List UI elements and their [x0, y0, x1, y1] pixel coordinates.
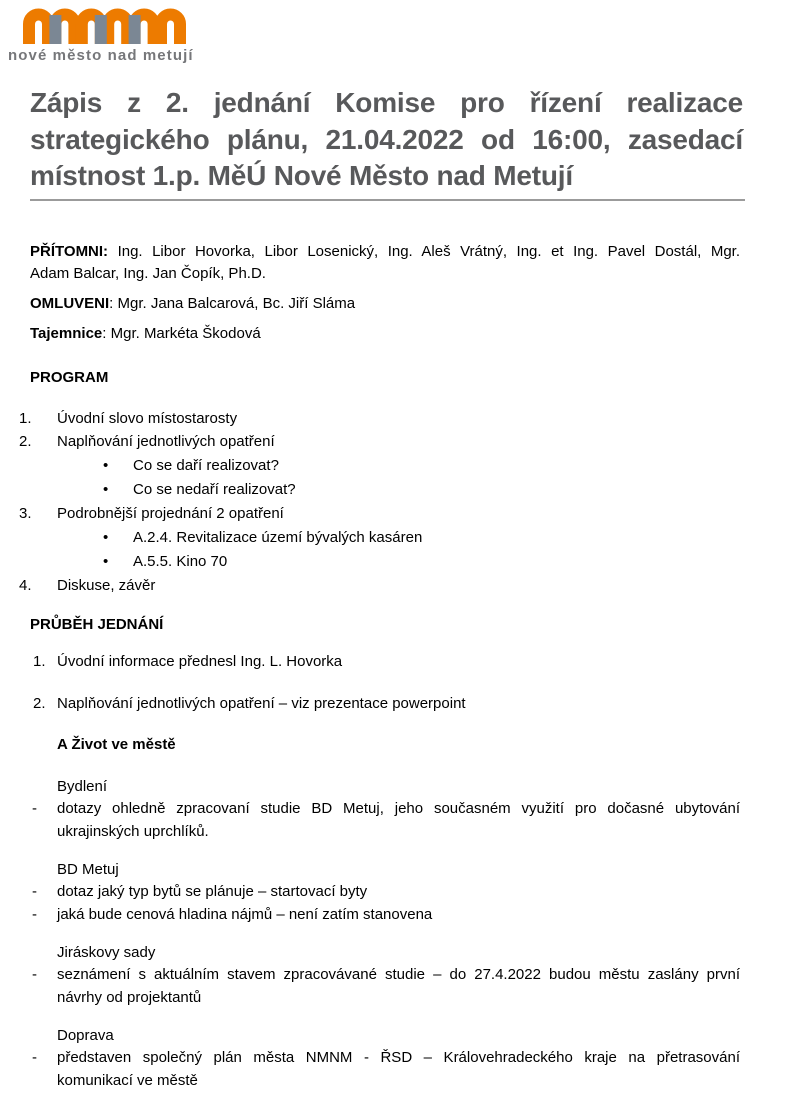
item-text: Podrobnější projednání 2 opatření: [57, 504, 284, 522]
item-text: jaká bude cenová hladina nájmů – není zatím stanovena: [57, 905, 433, 923]
topic-title: BD Metuj: [57, 860, 119, 878]
list-item: [0, 454, 800, 477]
item-text: [57, 964, 740, 1009]
bullet-icon: •: [103, 480, 109, 498]
item-text: Naplňování jednotlivých opatření: [57, 432, 275, 450]
list-item: [0, 964, 740, 1009]
omluveni-names: : Mgr. Jana Balcarová, Bc. Jiří Sláma: [109, 294, 356, 312]
list-item: [0, 478, 800, 501]
topic-block: [0, 776, 800, 844]
page-title-line: místnost 1.p. MěÚ Nové Město nad Metují: [30, 160, 573, 191]
program-heading: PROGRAM: [30, 368, 109, 386]
item-text: Úvodní informace přednesl Ing. L. Hovorka: [57, 652, 343, 670]
list-item: [0, 407, 800, 430]
topic-block: [0, 859, 800, 927]
item-text: [57, 798, 740, 843]
item-text-line: návrhy od projektantů: [57, 988, 202, 1006]
dash-marker: -: [32, 883, 37, 900]
list-item: [0, 526, 800, 549]
pritomni-paragraph: [30, 241, 740, 286]
item-text: Diskuse, závěr: [57, 576, 156, 594]
item-text-line: seznámení s aktuálním stavem zpracovávané studie – do 27.4.2022 budou městu zaslány první: [57, 966, 740, 983]
item-text: Co se daří realizovat?: [133, 456, 279, 474]
item-text: Co se nedaří realizovat?: [133, 480, 296, 498]
prubeh-heading: PRŮBĚH JEDNÁNÍ: [30, 615, 164, 633]
item-text-line: komunikací ve městě: [57, 1071, 198, 1089]
item-text-line: ukrajinských uprchlíků.: [57, 822, 209, 840]
section-heading: A Život ve městě: [57, 735, 176, 753]
logo-block: [8, 0, 800, 64]
item-number: 4.: [19, 576, 32, 594]
program-list: [0, 407, 800, 597]
list-item: [0, 651, 740, 674]
list-item: [0, 430, 800, 453]
omluveni-paragraph: [30, 293, 740, 316]
item-number: 1.: [33, 652, 46, 670]
dash-marker: -: [32, 800, 37, 817]
item-text: [57, 1047, 740, 1092]
dash-marker: -: [32, 1049, 37, 1066]
item-text-line: představen společný plán města NMNM - ŘSD – Královehradeckého kraje na přetrasování: [57, 1049, 740, 1066]
tajemnice-paragraph: [30, 323, 740, 346]
item-number: 2.: [33, 694, 46, 712]
pritomni-line: [30, 241, 740, 264]
list-item: [0, 502, 800, 525]
list-item: [0, 550, 800, 573]
page-title-line: Zápis z 2. jednání Komise pro řízení realizace: [30, 87, 743, 118]
list-item: [0, 881, 740, 904]
pritomni-names: Ing. Libor Hovorka, Libor Losenický, Ing. Aleš Vrátný, Ing. et Ing. Pavel Dostál, Mgr.: [108, 242, 740, 260]
item-number: 1.: [19, 409, 32, 427]
topic-title: Jiráskovy sady: [57, 943, 156, 961]
item-text-line: dotazy ohledně zpracovaní studie BD Metuj, jeho současném využití pro dočasné ubytování: [57, 800, 740, 817]
item-number: 3.: [19, 504, 32, 522]
item-text: A.5.5. Kino 70: [133, 552, 228, 570]
title-divider: [30, 199, 745, 201]
list-item: [0, 904, 740, 927]
bullet-icon: •: [103, 552, 109, 570]
list-item: [0, 693, 740, 716]
bullet-icon: •: [103, 528, 109, 546]
list-item: [0, 798, 740, 843]
item-number: 2.: [19, 432, 32, 450]
list-item: [0, 574, 800, 597]
topic-title: Bydlení: [57, 777, 108, 795]
item-text: A.2.4. Revitalizace území bývalých kasáren: [133, 528, 423, 546]
page-title-line: strategického plánu, 21.04.2022 od 16:00, zasedací: [30, 123, 743, 155]
dash-marker: -: [32, 905, 37, 923]
pritomni-label: PŘÍTOMNI:: [30, 242, 109, 260]
tajemnice-label: Tajemnice: [30, 325, 103, 342]
item-text: dotaz jaký typ bytů se plánuje – startovací byty: [57, 883, 368, 900]
page-title: [30, 85, 743, 195]
omluveni-label: OMLUVENI: [30, 294, 110, 312]
nmnm-logo-icon: [23, 8, 190, 44]
topic-block: [0, 942, 800, 1010]
pritomni-line: Adam Balcar, Ing. Jan Čopík, Ph.D.: [30, 265, 266, 282]
dash-marker: -: [32, 966, 37, 983]
logo-tagline: nové město nad metují: [8, 47, 194, 64]
item-text: Úvodní slovo místostarosty: [57, 409, 238, 427]
topic-title: Doprava: [57, 1026, 114, 1044]
tajemnice-name: : Mgr. Markéta Škodová: [102, 325, 261, 342]
item-text: Naplňování jednotlivých opatření – viz prezentace powerpoint: [57, 694, 466, 712]
bullet-icon: •: [103, 456, 109, 474]
list-item: [0, 1047, 740, 1092]
topic-block: [0, 1025, 800, 1093]
